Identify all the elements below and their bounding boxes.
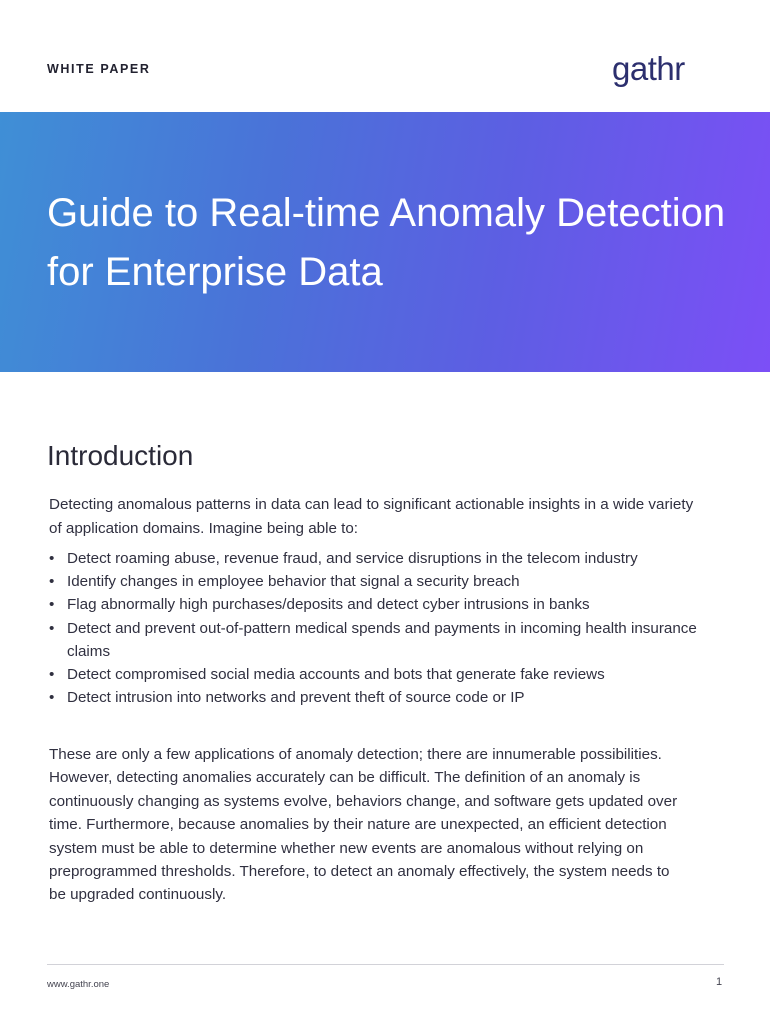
list-item <box>49 686 719 709</box>
bullet-icon: • <box>49 550 55 567</box>
footer-divider <box>47 964 724 965</box>
intro-paragraph: Detecting anomalous patterns in data can lead to significant actionable insights in a wide variety of application domains. Imagine being able to: <box>49 496 694 537</box>
footer-url: www.gathr.one <box>47 979 110 990</box>
section-heading: Introduction <box>47 440 194 471</box>
bullet-icon: • <box>49 619 55 637</box>
bullet-icon: • <box>49 689 55 707</box>
list-item-text: Identify changes in employee behavior that signal a security breach <box>67 573 520 591</box>
document-type-label: WHITE PAPER <box>47 62 151 76</box>
list-item-text: Detect and prevent out-of-pattern medical spends and payments in incoming health insurance claims <box>67 619 697 660</box>
page-number: 1 <box>716 976 723 988</box>
list-item <box>49 617 719 663</box>
list-item <box>49 547 719 570</box>
gathr-logo: gathr <box>612 50 685 87</box>
document-title: Guide to Real-time Anomaly Detection for Enterprise Data <box>47 191 726 294</box>
hero-banner <box>0 112 770 372</box>
body-paragraph: These are only a few applications of anomaly detection; there are innumerable possibilities. However, detecting anomalies accurately can be difficult. The definition of an anomaly is continuously changing as systems evolve, behaviors change, and software gets updated over time. Furthermore, because anomalies by their nature are unexpected, an efficient detection system must be able to determine whether new events are anomalous without relying on preprogrammed thresholds. Therefore, to detect an anomaly effectively, the system needs to be upgraded continuously. <box>49 746 678 904</box>
list-item <box>49 663 719 686</box>
list-item <box>49 593 719 616</box>
list-item <box>49 570 719 593</box>
bullet-icon: • <box>49 573 55 591</box>
list-item-text: Detect compromised social media accounts and bots that generate fake reviews <box>67 666 605 684</box>
list-item-text: Detect intrusion into networks and prevent theft of source code or IP <box>67 689 525 707</box>
list-item-text: Flag abnormally high purchases/deposits and detect cyber intrusions in banks <box>67 596 590 614</box>
application-list <box>49 547 719 709</box>
list-item-text: Detect roaming abuse, revenue fraud, and service disruptions in the telecom industry <box>67 550 638 567</box>
bullet-icon: • <box>49 596 55 614</box>
bullet-icon: • <box>49 666 55 684</box>
